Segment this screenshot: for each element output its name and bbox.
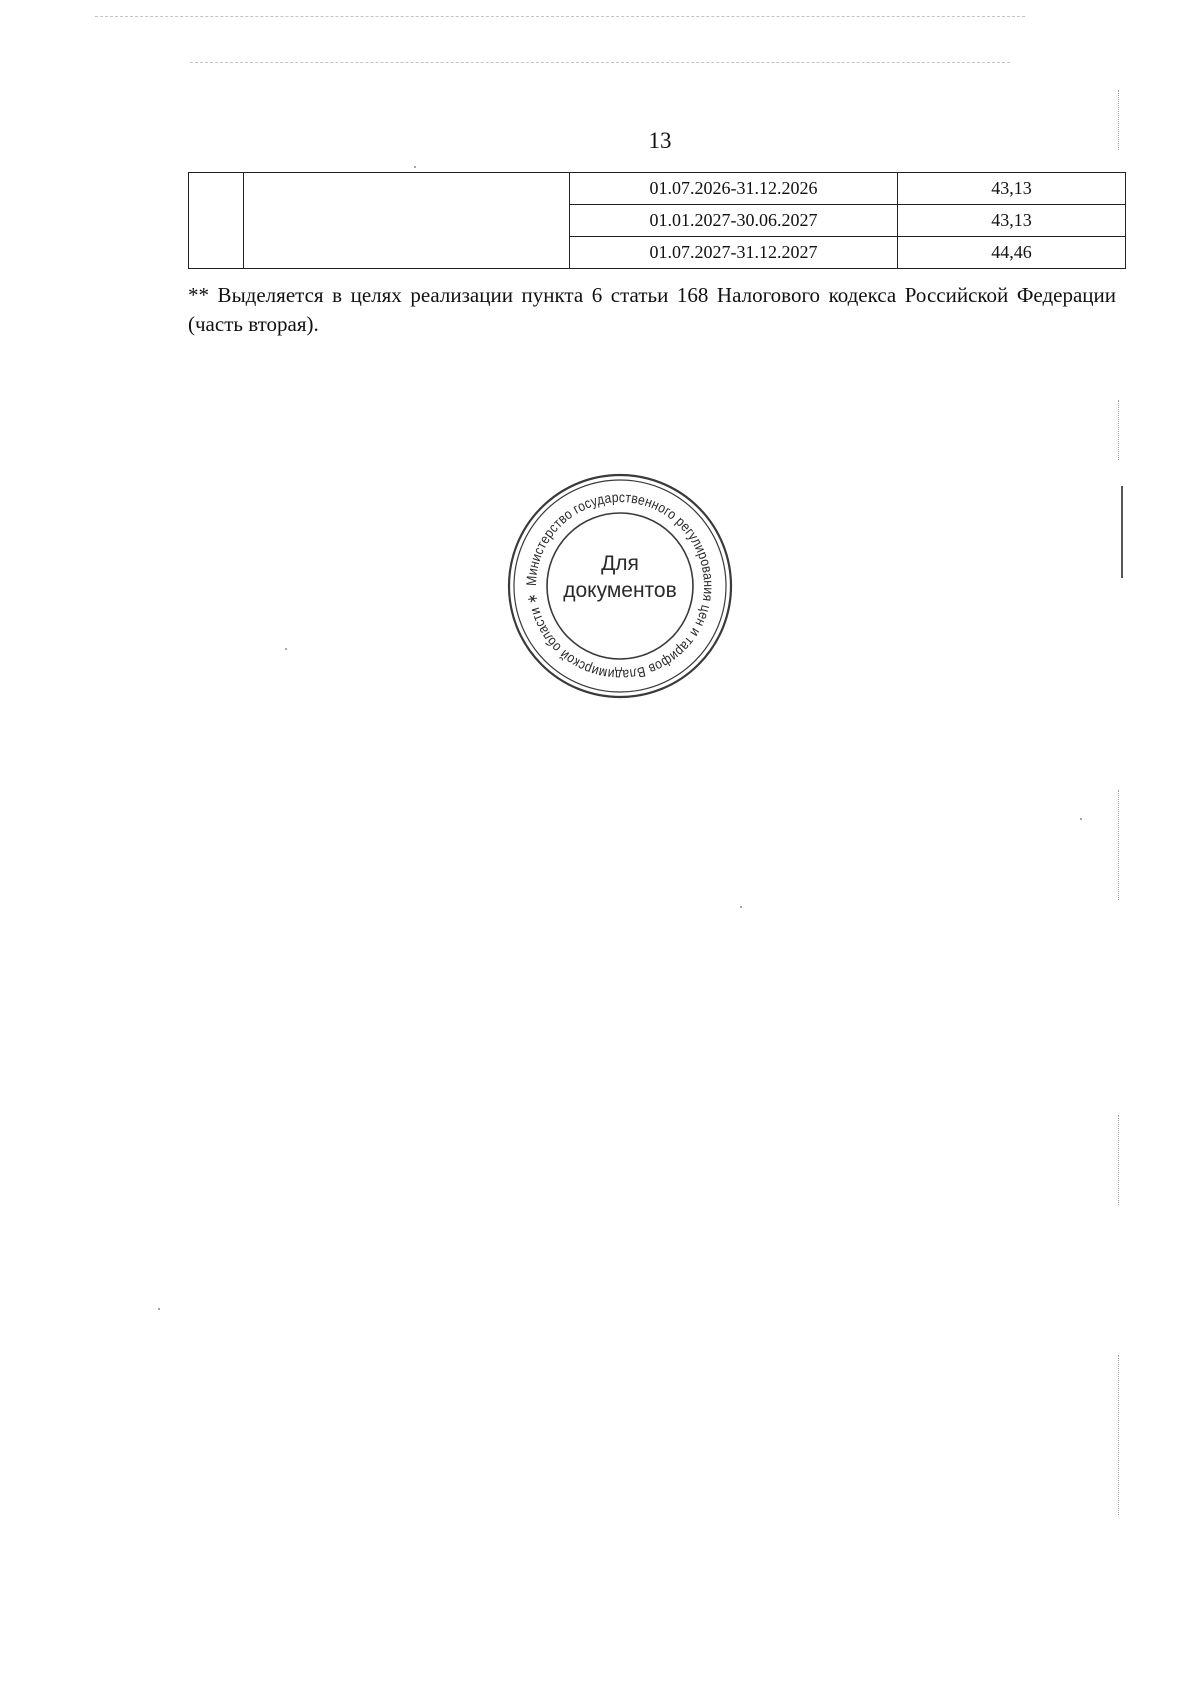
scan-edge-marks: [1118, 1355, 1123, 1515]
scan-speck: [740, 906, 742, 908]
table-row: [189, 173, 1126, 205]
scan-speck: [158, 1308, 160, 1310]
stamp-center-line: документов: [563, 579, 677, 602]
period-cell: 01.01.2027-30.06.2027: [570, 205, 898, 237]
tariff-table: [188, 172, 1126, 269]
scan-speck: [1080, 818, 1082, 820]
period-cell: 01.07.2027-31.12.2027: [570, 237, 898, 269]
period-cell: 01.07.2026-31.12.2026: [570, 173, 898, 205]
table-cell-number: [189, 173, 244, 269]
value-cell: 43,13: [898, 173, 1126, 205]
scan-edge-bar: [1121, 486, 1123, 578]
scan-edge-marks: [1118, 790, 1123, 900]
scan-artifact-line: [190, 62, 1010, 63]
stamp-center-text: [506, 550, 734, 604]
footnote: ** Выделяется в целях реализации пункта 6 статьи 168 Налогового кодекса Российской Федерации (часть вторая).: [188, 283, 1116, 336]
stamp-ring-text: Министерство государственного регулирования цен и тарифов Владимирской области ∗: [522, 488, 718, 684]
value-cell: 44,46: [898, 237, 1126, 269]
scan-edge-marks: [1118, 400, 1123, 460]
official-stamp: [506, 472, 734, 700]
scan-speck: [285, 648, 287, 650]
scan-edge-marks: [1118, 1115, 1123, 1205]
page-number: 13: [648, 128, 672, 153]
stamp-center-line: Для: [601, 552, 639, 575]
scan-artifact-line: [95, 16, 1025, 17]
scan-speck: [414, 166, 416, 168]
table-cell-name: [244, 173, 570, 269]
value-cell: 43,13: [898, 205, 1126, 237]
